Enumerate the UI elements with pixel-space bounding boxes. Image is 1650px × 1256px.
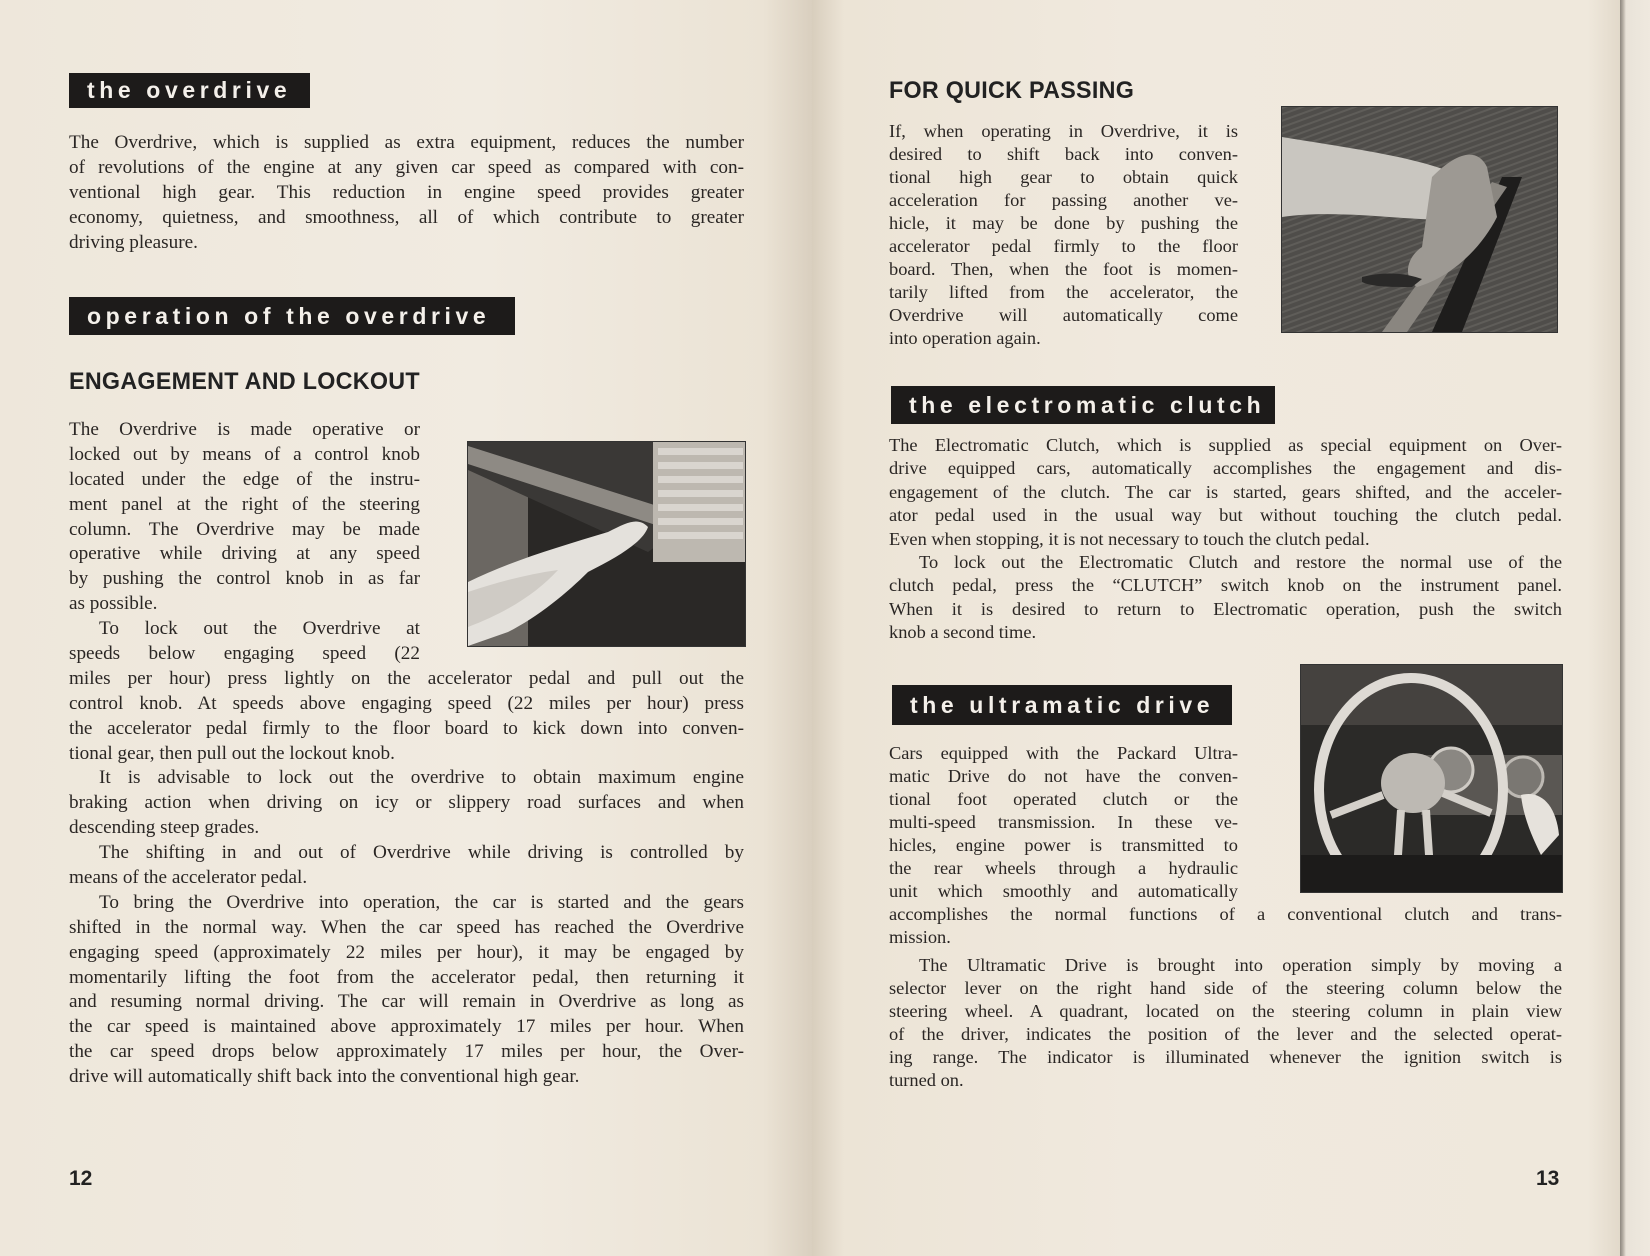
text-line: When it is desired to return to Electromatic operation, push the switch <box>889 598 1562 619</box>
text-line: tional high gear to obtain quick <box>889 167 1238 187</box>
text-line: column. The Overdrive may be made <box>69 518 420 540</box>
paragraph <box>889 742 1562 949</box>
text-line: speeds below engaging speed (22 <box>69 643 420 665</box>
text-line: as possible. <box>69 593 158 615</box>
page-number: 12 <box>69 1167 93 1190</box>
text-line: shifted in the normal way. When the car speed has reached the Overdrive <box>69 916 744 938</box>
text-line: by pushing the control knob in as far <box>69 568 420 590</box>
text-line: The Electromatic Clutch, which is supplied as special equipment on Over- <box>889 435 1562 455</box>
text-line: engagement of the clutch. The car is started, gears shifted, and the acceler- <box>889 481 1562 502</box>
text-line: engaging speed (approximately 22 miles per hour), it may be engaged by <box>69 941 744 963</box>
text-line: the rear wheels through a hydraulic <box>889 858 1238 878</box>
section-heading-the-overdrive: the overdrive <box>69 73 310 108</box>
text-line: clutch pedal, press the “CLUTCH” switch knob on the instrument panel. <box>889 575 1562 596</box>
paragraph <box>889 434 1562 551</box>
text-line: The Overdrive, which is supplied as extra equipment, reduces the number <box>69 132 744 153</box>
text-line: Cars equipped with the Packard Ultra- <box>889 743 1238 763</box>
text-line: miles per hour) press lightly on the accelerator pedal and pull out the <box>69 667 744 689</box>
photo-foot-on-accelerator-pedal <box>1281 106 1558 333</box>
text-line: accelerator pedal firmly to the floor <box>889 236 1238 256</box>
paragraph <box>69 418 744 617</box>
text-line: tional gear, then pull out the lockout knob. <box>69 742 395 764</box>
text-line: desired to shift back into conven- <box>889 144 1238 164</box>
paragraph <box>889 954 1562 1092</box>
ultramatic-drive-text <box>889 742 1562 1092</box>
text-line: driving pleasure. <box>69 232 198 253</box>
text-line: and resuming normal driving. The car will remain in Overdrive as long as <box>69 991 744 1013</box>
text-line: braking action when driving on icy or slippery road surfaces and when <box>69 792 744 814</box>
text-line: the car speed is maintained above approximately 17 miles per hour. When <box>69 1016 744 1038</box>
text-line: hicles, engine power is transmitted to <box>889 835 1238 855</box>
paragraph <box>889 551 1562 645</box>
text-line: board. Then, when the foot is momen- <box>889 259 1238 279</box>
page-number: 13 <box>1536 1167 1560 1190</box>
text-line: acceleration for passing another ve- <box>889 190 1238 210</box>
subheading-engagement-and-lockout: ENGAGEMENT AND LOCKOUT <box>69 368 420 395</box>
text-line: To lock out the Overdrive at <box>99 618 420 640</box>
text-line: selector lever on the right hand side of the steering column below the <box>889 978 1562 998</box>
text-line: accomplishes the normal functions of a conventional clutch and trans- <box>889 904 1562 924</box>
left-page <box>0 0 812 1256</box>
text-line: control knob. At speeds above engaging speed (22 miles per hour) press <box>69 692 744 714</box>
text-line: The shifting in and out of Overdrive while driving is controlled by <box>99 842 744 864</box>
paragraph <box>69 130 744 255</box>
text-line: ment panel at the right of the steering <box>69 493 420 515</box>
text-line: the accelerator pedal firmly to the floor board to kick down into conven- <box>69 717 744 739</box>
text-line: If, when operating in Overdrive, it is <box>889 121 1238 141</box>
text-line: mission. <box>889 927 951 947</box>
text-line: To lock out the Electromatic Clutch and restore the normal use of the <box>919 551 1562 572</box>
text-line: tarily lifted from the accelerator, the <box>889 282 1238 302</box>
overdrive-intro-text <box>69 130 744 255</box>
text-line: drive equipped cars, automatically accomplishes the engagement and dis- <box>889 458 1562 479</box>
page-edge <box>1620 0 1650 1256</box>
text-line: steering wheel. A quadrant, located on the steering column in plain view <box>889 1001 1562 1021</box>
text-line: It is advisable to lock out the overdrive to obtain maximum engine <box>99 767 744 789</box>
text-line: ventional high gear. This reduction in engine speed provides greater <box>69 182 744 203</box>
text-line: hicle, it may be done by pushing the <box>889 213 1238 233</box>
section-heading-the-electromatic-clutch: the electromatic clutch <box>891 386 1275 424</box>
text-line: momentarily lifting the foot from the accelerator pedal, then returning it <box>69 966 744 988</box>
text-line: descending steep grades. <box>69 817 260 839</box>
engagement-and-lockout-text <box>69 418 744 1090</box>
text-line: ing range. The indicator is illuminated whenever the ignition switch is <box>889 1047 1562 1067</box>
text-line: tional foot operated clutch or the <box>889 789 1238 809</box>
paragraph <box>69 617 744 766</box>
section-heading-the-ultramatic-drive: the ultramatic drive <box>892 685 1232 725</box>
text-line: turned on. <box>889 1070 964 1090</box>
text-line: knob a second time. <box>889 622 1037 643</box>
text-line: The Overdrive is made operative or <box>69 419 420 440</box>
right-page <box>812 0 1620 1256</box>
text-line: multi-speed transmission. In these ve- <box>889 812 1238 832</box>
text-line: The Ultramatic Drive is brought into operation simply by moving a <box>919 955 1562 975</box>
subheading-for-quick-passing: FOR QUICK PASSING <box>889 77 1135 104</box>
text-line: Even when stopping, it is not necessary to touch the clutch pedal. <box>889 528 1370 549</box>
section-heading-operation-of-the-overdrive: operation of the overdrive <box>69 297 515 335</box>
paragraph <box>69 891 744 1090</box>
text-line: To bring the Overdrive into operation, the car is started and the gears <box>99 891 744 913</box>
electromatic-clutch-text <box>889 434 1562 645</box>
text-line: the car speed drops below approximately 17 miles per hour, the Over- <box>69 1041 744 1063</box>
text-line: unit which smoothly and automatically <box>889 881 1238 901</box>
paragraph <box>69 766 744 841</box>
text-line: operative while driving at any speed <box>69 543 420 565</box>
text-line: Overdrive will automatically come <box>889 305 1238 325</box>
text-line: means of the accelerator pedal. <box>69 867 308 889</box>
text-line: located under the edge of the instru- <box>69 468 420 490</box>
paragraph <box>69 841 744 891</box>
text-line: into operation again. <box>889 328 1041 348</box>
text-line: economy, quietness, and smoothness, all of which contribute to greater <box>69 207 744 228</box>
text-line: matic Drive do not have the conven- <box>889 766 1238 786</box>
text-line: ator pedal used in the usual way but without touching the clutch pedal. <box>889 505 1562 526</box>
text-line: drive will automatically shift back into the conventional high gear. <box>69 1066 580 1088</box>
text-line: locked out by means of a control knob <box>69 443 420 465</box>
text-line: of revolutions of the engine at any given car speed as compared with con- <box>69 157 744 178</box>
text-line: of the driver, indicates the position of the lever and the selected operat- <box>889 1024 1562 1044</box>
